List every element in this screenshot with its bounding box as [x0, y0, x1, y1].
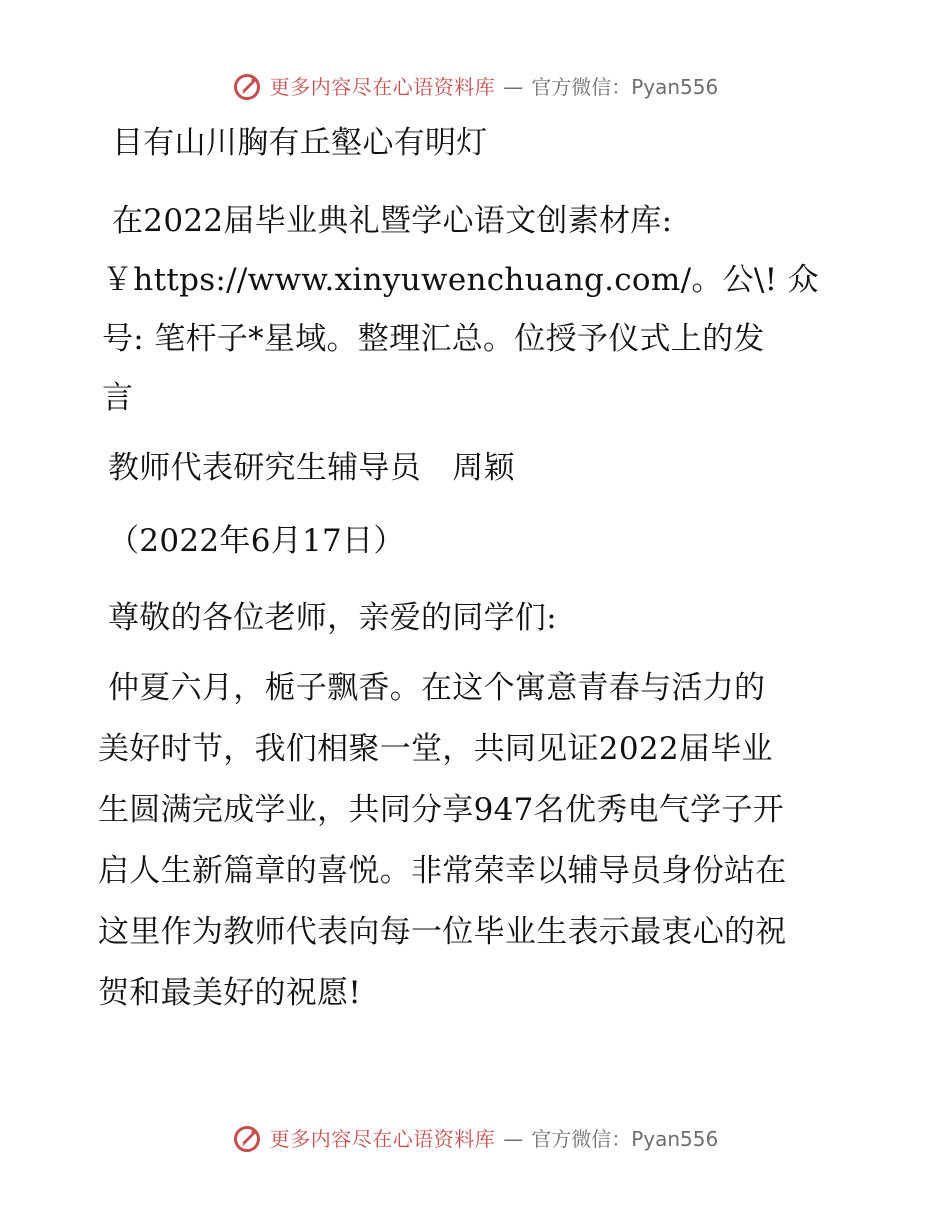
page-footer-watermark — [0, 1124, 950, 1154]
body-line-1: 仲夏六月，栀子飘香。在这个寓意青春与活力的 — [108, 670, 766, 706]
body-line-2: 美好时节，我们相聚一堂，共同见证2022届毕业 — [98, 731, 773, 767]
header-brand-separator: — — [503, 75, 524, 99]
body-line-3: 生圆满完成学业，共同分享947名优秀电气学子开 — [98, 792, 785, 828]
greeting-line: 尊敬的各位老师，亲爱的同学们: — [108, 600, 557, 636]
footer-brand-main: 更多内容尽在心语资料库 — [269, 1127, 496, 1151]
intro-line-4: 言 — [102, 380, 134, 416]
intro-line-2: ￥https://www.xinyuwenchuang.com/。公\! 众 — [102, 262, 819, 298]
document-title: 目有山川胸有丘壑心有明灯 — [112, 125, 488, 161]
page-header-watermark — [0, 72, 950, 102]
header-brand-sub: 官方微信：Pyan556 — [531, 75, 719, 99]
body-line-6: 贺和最美好的祝愿! — [98, 975, 362, 1011]
date-line: （2022年6月17日） — [108, 523, 405, 559]
pen-nib-logo-icon — [232, 1124, 262, 1154]
body-line-5: 这里作为教师代表向每一位毕业生表示最衷心的祝 — [98, 914, 787, 950]
intro-line-1: 在2022届毕业典礼暨学心语文创素材库: — [112, 203, 673, 239]
pen-nib-logo-icon — [232, 72, 262, 102]
header-brand-main: 更多内容尽在心语资料库 — [269, 75, 496, 99]
intro-line-3: 号: 笔杆子*星域。整理汇总。位授予仪式上的发 — [102, 321, 765, 357]
footer-brand-sub: 官方微信：Pyan556 — [531, 1127, 719, 1151]
body-line-4: 启人生新篇章的喜悦。非常荣幸以辅导员身份站在 — [98, 853, 787, 889]
speaker-line: 教师代表研究生辅导员 周颖 — [108, 450, 515, 486]
footer-brand-separator: — — [503, 1127, 524, 1151]
